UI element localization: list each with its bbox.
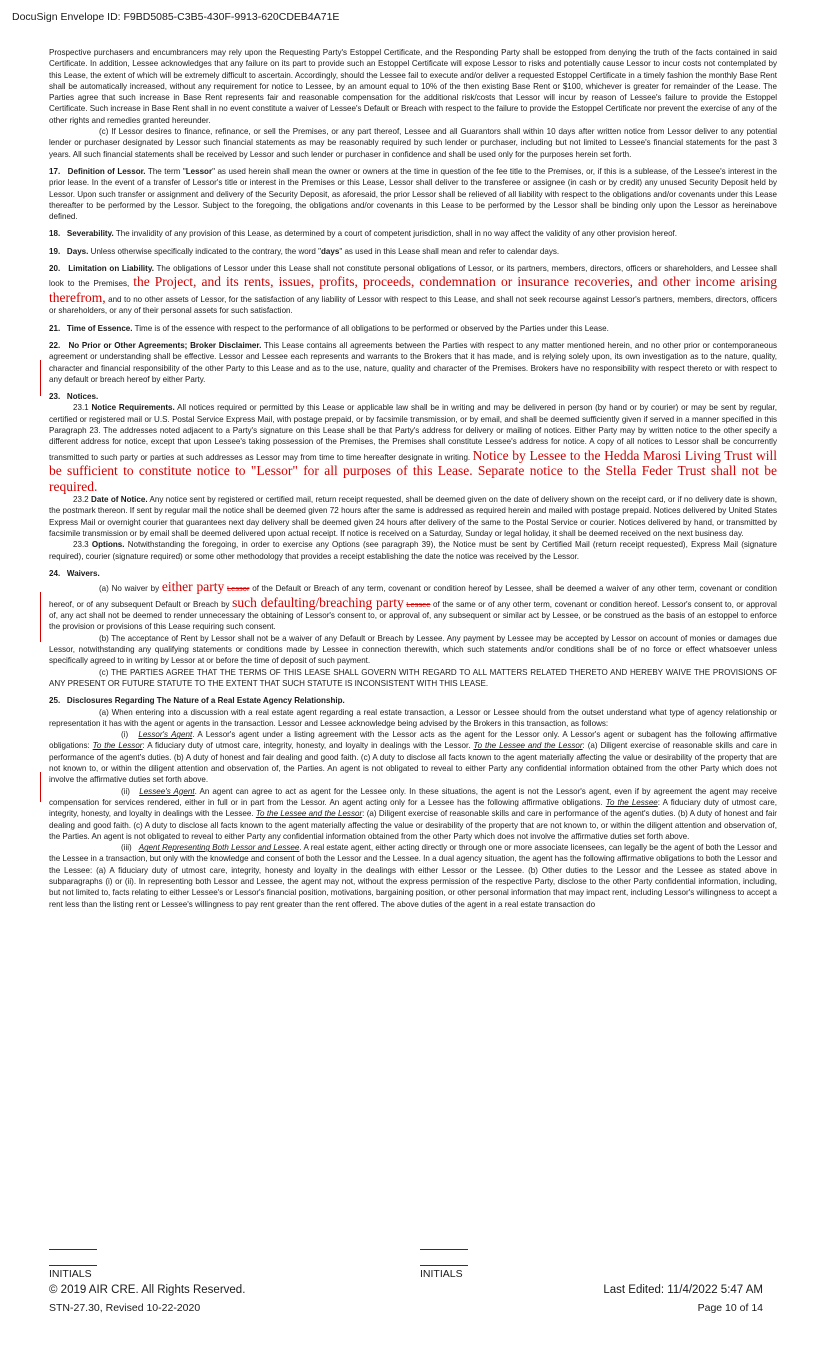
- section-18: 18. Severability. The invalidity of any provision of this Lease, as determined by a court of competent jurisdiction, shall in no way affect the validity of any other provision hereof.: [49, 229, 678, 239]
- section-title: Severability.: [66, 229, 114, 239]
- section-25-i: (i) Lessor's Agent. A Lessor's agent under a listing agreement with the Lessor acts as the agent for the Lessor only. A Lessor's agent or subagent has the following affirmative obligations: To the Lessor: A fiduciary duty of utmost care, integrity, honesty, and loyalty in dealings with the Lessor. To the Lessee and the Lessor: (a) Diligent exercise of reasonable skills and care in performance of the agent's duties. (b) A duty of honest and fair dealing and good faith. (c) A duty to disclose all facts known to the agent materially affecting the value or desirability of the property that are not known to, or within the diligent attention and observation of, the Parties. An agent is not obligated to reveal to either Party any confidential information obtained from the other Party which does not involve the affirmative duties set forth above.: [49, 730, 777, 785]
- revision-bar-24: [40, 772, 41, 802]
- section-23-2: 23.2 Date of Notice. Any notice sent by registered or certified mail, return receipt requested, shall be deemed given on the date of delivery shown on the receipt card, or if no delivery date is shown, the postmark thereon. If sent by regular mail the notice shall be deemed given 72 hours after the same is addressed as required herein and mailed with postage prepaid. Notices delivered by United States Express Mail or overnight courier that guarantees next day delivery shall be deemed given 24 hours after delivery of the same to the Postal Service or courier. Notices delivered by hand, or transmitted by facsimile transmission or by email shall be deemed delivered upon actual receipt. If notice is received on a Saturday, Sunday or legal holiday, it shall be deemed received on the next business day.: [49, 495, 777, 538]
- struck-text: Lessee: [406, 599, 431, 609]
- inserted-text: Notice by Lessee to the Hedda Marosi Living Trust will be sufficient to constitute notice to "Lessor" for all purposes of this Lease. Separate notice to the Stella Feder Trust shall not be required.: [49, 447, 777, 494]
- section-25-iii: (iii) Agent Representing Both Lessor and Lessee. A real estate agent, either acting directly or through one or more associate licensees, can legally be the agent of both the Lessor and the Lessee in a transaction, but only with the knowledge and consent of both the Lessor and the Lessee. In a dual agency situation, the agent has the following affirmative obligations to both the Lessor and the Lessee: (a) A fiduciary duty of utmost care, integrity, honesty and loyalty in the dealings with either Lessor or the Lessee. (b) Other duties to the Lessor and the Lessee as stated above in subparagraphs (i) or (ii). In representing both Lessor and Lessee, the agent may not, without the express permission of the respective Party, disclose to the other Party confidential information, including, but not limited to, facts relating to either Lessee's or Lessor's financial position, motivations, bargaining position, or other personal information that may impact rent, including Lessor's willingness to accept a rent less than the listing rent or Lessee's willingness to pay rent greater than the rent offered. The above duties of the agent in a real estate transaction do: [49, 843, 777, 909]
- section-20: 20. Limitation on Liability. The obligations of Lessor under this Lease shall not constitute personal obligations of Lessor, or its partners, members, directors, officers or shareholders, and Lessee shall look to the Premises, the Project, and its rents, issues, profits, proceeds, condemnation or insurance recoveries, and other income arising therefrom, and to no other assets of Lessor, for the satisfaction of any liability of Lessor with respect to this Lease, and shall not seek recourse against Lessor's partners, members, directors, officers or shareholders, or any of their personal assets for such satisfaction.: [49, 264, 777, 316]
- section-24-a: (a) No waiver by either party Lessor of the Default or Breach of any term, covenant or condition hereof by Lessee, shall be deemed a waiver of any other term, covenant or condition hereof, or of any subsequent Default or Breach by such defaulting/breaching party Lessee of the same or of any other term, covenant or condition hereof. Lessor's consent to, or approval of, any act shall not be deemed to render unnecessary the obtaining of Lessor's consent to, or approval of, any subsequent or similar act by Lessee, or be construed as the basis of an estoppel to enforce the provision or provisions of this Lease requiring such consent.: [49, 579, 777, 632]
- initials-label-right: INITIALS: [420, 1268, 463, 1280]
- section-title: Time of Essence.: [66, 323, 133, 333]
- inserted-text: such defaulting/breaching party: [232, 594, 404, 610]
- section-number: 17.: [49, 166, 61, 176]
- section-25-ii: (ii) Lessee's Agent. An agent can agree to act as agent for the Lessee only. In these situations, the agent is not the Lessor's agent, even if by agreement the agent may receive compensation for services rendered, either in full or in part from the Lessor. An agent acting only for a Lessee has the following affirmative obligations. To the Lessee: A fiduciary duty of utmost care, integrity, honesty, and loyalty in dealings with the Lessee. To the Lessee and the Lessor: (a) Diligent exercise of reasonable skills and care in performance of the agent's duties. (b) A duty of honest and fair dealing and good faith. (c) A duty to disclose all facts known to the agent materially affecting the value or desirability of the property that are not known to, or within the diligent attention and observation of, the Parties. An agent is not obligated to reveal to either Party any confidential information obtained from the other Party which does not involve the affirmative duties set forth above.: [49, 786, 777, 841]
- paragraph-estoppel: Prospective purchasers and encumbrancers may rely upon the Requesting Party's Estoppel Certificate, and the Responding Party shall be estopped from denying the truth of the facts contained in said Certificate. In addition, Lessee acknowledges that any failure on its part to provide such an Estoppel Certificate will expose Lessor to risks and potentially cause Lessor to incur costs not contemplated by this Lease, the extent of which will be extremely difficult to ascertain. Accordingly, should the Lessee fail to execute and/or deliver a requested Estoppel Certificate in a timely fashion the monthly Base Rent shall be automatically increased, without any requirement for notice to Lessee, by an amount equal to 10% of the then existing Base Rent or $100, whichever is greater for remainder of the Lease. The Parties agree that such increase in Base Rent represents fair and reasonable compensation for the additional risk/costs that Lessor will incur by reason of Lessee's failure to provide the Estoppel Certificate. Such increase in Base Rent shall in no event constitute a waiver of Lessee's Default or Breach with respect to the failure to provide the Estoppel Certificate nor prevent the exercise of any of the other rights and remedies granted hereunder.: [49, 48, 777, 125]
- section-25-heading: 25. Disclosures Regarding The Nature of a Real Estate Agency Relationship.: [49, 696, 345, 706]
- initials-line-right-1[interactable]: [420, 1249, 468, 1250]
- envelope-id: DocuSign Envelope ID: F9BD5085-C3B5-430F-9913-620CDEB4A71E: [12, 11, 340, 23]
- last-edited: Last Edited: 11/4/2022 5:47 AM: [603, 1284, 763, 1296]
- inserted-text: the Project, and its rents, issues, profits, proceeds, condemnation or insurance recoveries, and other income arising therefrom,: [49, 274, 777, 305]
- document-body: [49, 47, 777, 910]
- section-25-a: (a) When entering into a discussion with a real estate agent regarding a real estate transaction, a Lessor or Lessee should from the outset understand what type of agency relationship or representation it has with the agent or agents in the transaction. Lessor and Lessee acknowledge being advised by the Brokers in this transaction, as follows:: [49, 707, 777, 728]
- initials-line-left-1[interactable]: [49, 1249, 97, 1250]
- inserted-text: either party: [161, 579, 225, 595]
- copyright: © 2019 AIR CRE. All Rights Reserved.: [49, 1284, 246, 1296]
- page-number: Page 10 of 14: [697, 1302, 763, 1314]
- section-21: 21. Time of Essence. Time is of the essence with respect to the performance of all obligations to be performed or observed by the Parties under this Lease.: [49, 323, 609, 333]
- section-23-heading: 23. Notices.: [49, 392, 99, 402]
- section-title: Definition of Lessor.: [67, 166, 146, 176]
- revision-bar-20: [40, 360, 41, 396]
- section-title: No Prior or Other Agreements; Broker Disclaimer.: [68, 340, 262, 350]
- section-24-b: (b) The acceptance of Rent by Lessor shall not be a waiver of any Default or Breach by Lessee. Any payment by Lessee may be accepted by Lessor on account of monies or damages due Lessor, notwithstanding any qualifying statements or conditions made by Lessee in connection therewith, which such statements and/or conditions shall be of no force or effect whatsoever unless specifically agreed to in writing by Lessor at or before the time of deposit of such payment.: [49, 633, 777, 666]
- initials-line-left-2[interactable]: [49, 1265, 97, 1266]
- section-title: Waivers.: [66, 568, 100, 578]
- section-17: 17. Definition of Lessor. The term "Lessor" as used herein shall mean the owner or owners at the time in question of the fee title to the Premises, or, if this is a sublease, of the Lessee's interest in the prior lease. In the event of a transfer of Lessor's title or interest in the Premises or this Lease, Lessor shall deliver to the transferee or assignee (in cash or by credit) any unused Security Deposit held by Lessor. Upon such transfer or assignment and delivery of the Security Deposit, as aforesaid, the prior Lessor shall be relieved of all liability with respect to the obligations and/or covenants under this Lease thereafter to be performed by the Lessor. Subject to the foregoing, the obligations and/or covenants in this Lease to be performed by the Lessor shall be binding only upon the Lessor as hereinabove defined.: [49, 166, 777, 222]
- section-title: Notices.: [66, 392, 99, 402]
- section-23-1: 23.1 Notice Requirements. All notices required or permitted by this Lease or applicable law shall be in writing and may be delivered in person (by hand or by courier) or may be sent by regular, certified or registered mail or U.S. Postal Service Express Mail, with postage prepaid, or by facsimile transmission, or by email, and shall be deemed sufficiently given if served in a manner specified in this Paragraph 23. The addresses noted adjacent to a Party's signature on this Lease shall be that Party's address for delivery or mailing of notices. Either Party may by written notice to the other specify a different address for notice, except that upon Lessee's taking possession of the Premises, the Premises shall constitute Lessee's address for notice. A copy of all notices to Lessor shall be concurrently transmitted to such party or parties at such addresses as Lessor may from time to time hereafter designate in writing. Notice by Lessee to the Hedda Marosi Living Trust will be sufficient to constitute notice to "Lessor" for all purposes of this Lease. Separate notice to the Stella Feder Trust shall not be required.: [49, 403, 777, 494]
- initials-label-left: INITIALS: [49, 1268, 92, 1280]
- paragraph-financial-statements: (c) If Lessor desires to finance, refinance, or sell the Premises, or any part thereof, Lessee and all Guarantors shall within 10 days after written notice from Lessor deliver to any potential lender or purchaser designated by Lessor such financial statements as may be reasonably required by such lender or purchaser, including but not limited to Lessee's financial statements for the past 3 years. All such financial statements shall be received by Lessor and such lender or purchaser in confidence and shall be used only for the purposes herein set forth.: [49, 127, 777, 159]
- section-23-3: 23.3 Options. Notwithstanding the foregoing, in order to exercise any Options (see paragraph 39), the Notice must be sent by Certified Mail (return receipt requested), Express Mail (signature required), courier (signature required) or some other methodology that provides a receipt establishing the date the notice was received by the Lessor.: [49, 540, 777, 561]
- section-19: 19. Days. Unless otherwise specifically indicated to the contrary, the word "days" as used in this Lease shall mean and refer to calendar days.: [49, 246, 560, 256]
- form-id: STN-27.30, Revised 10-22-2020: [49, 1302, 201, 1314]
- section-title: Days.: [66, 246, 89, 256]
- section-24-c: (c) THE PARTIES AGREE THAT THE TERMS OF THIS LEASE SHALL GOVERN WITH REGARD TO ALL MATTERS RELATED THERETO AND HEREBY WAIVE THE PROVISIONS OF ANY PRESENT OR FUTURE STATUTE TO THE EXTENT THAT SUCH STATUTE IS INCONSISTENT WITH THIS LEASE.: [49, 667, 777, 688]
- section-title: Disclosures Regarding The Nature of a Real Estate Agency Relationship.: [66, 696, 345, 706]
- section-22: 22. No Prior or Other Agreements; Broker Disclaimer. This Lease contains all agreements between the Parties with respect to any matter mentioned herein, and no other prior or contemporaneous agreement or understanding shall be effective. Lessor and Lessee each represents and warrants to the Brokers that it has made, and is relying solely upon, its own investigation as to the nature, quality, character and financial responsibility of the other Party to this Lease and as to the use, nature, quality and character of the Premises. Brokers have no responsibility with respect thereto or with respect to any default or breach hereof by either Party.: [49, 340, 777, 384]
- initials-line-right-2[interactable]: [420, 1265, 468, 1266]
- section-24-heading: 24. Waivers.: [49, 568, 100, 578]
- struck-text: Lessor: [226, 584, 250, 594]
- revision-bar-23: [40, 592, 41, 642]
- section-title: Limitation on Liability.: [68, 264, 154, 274]
